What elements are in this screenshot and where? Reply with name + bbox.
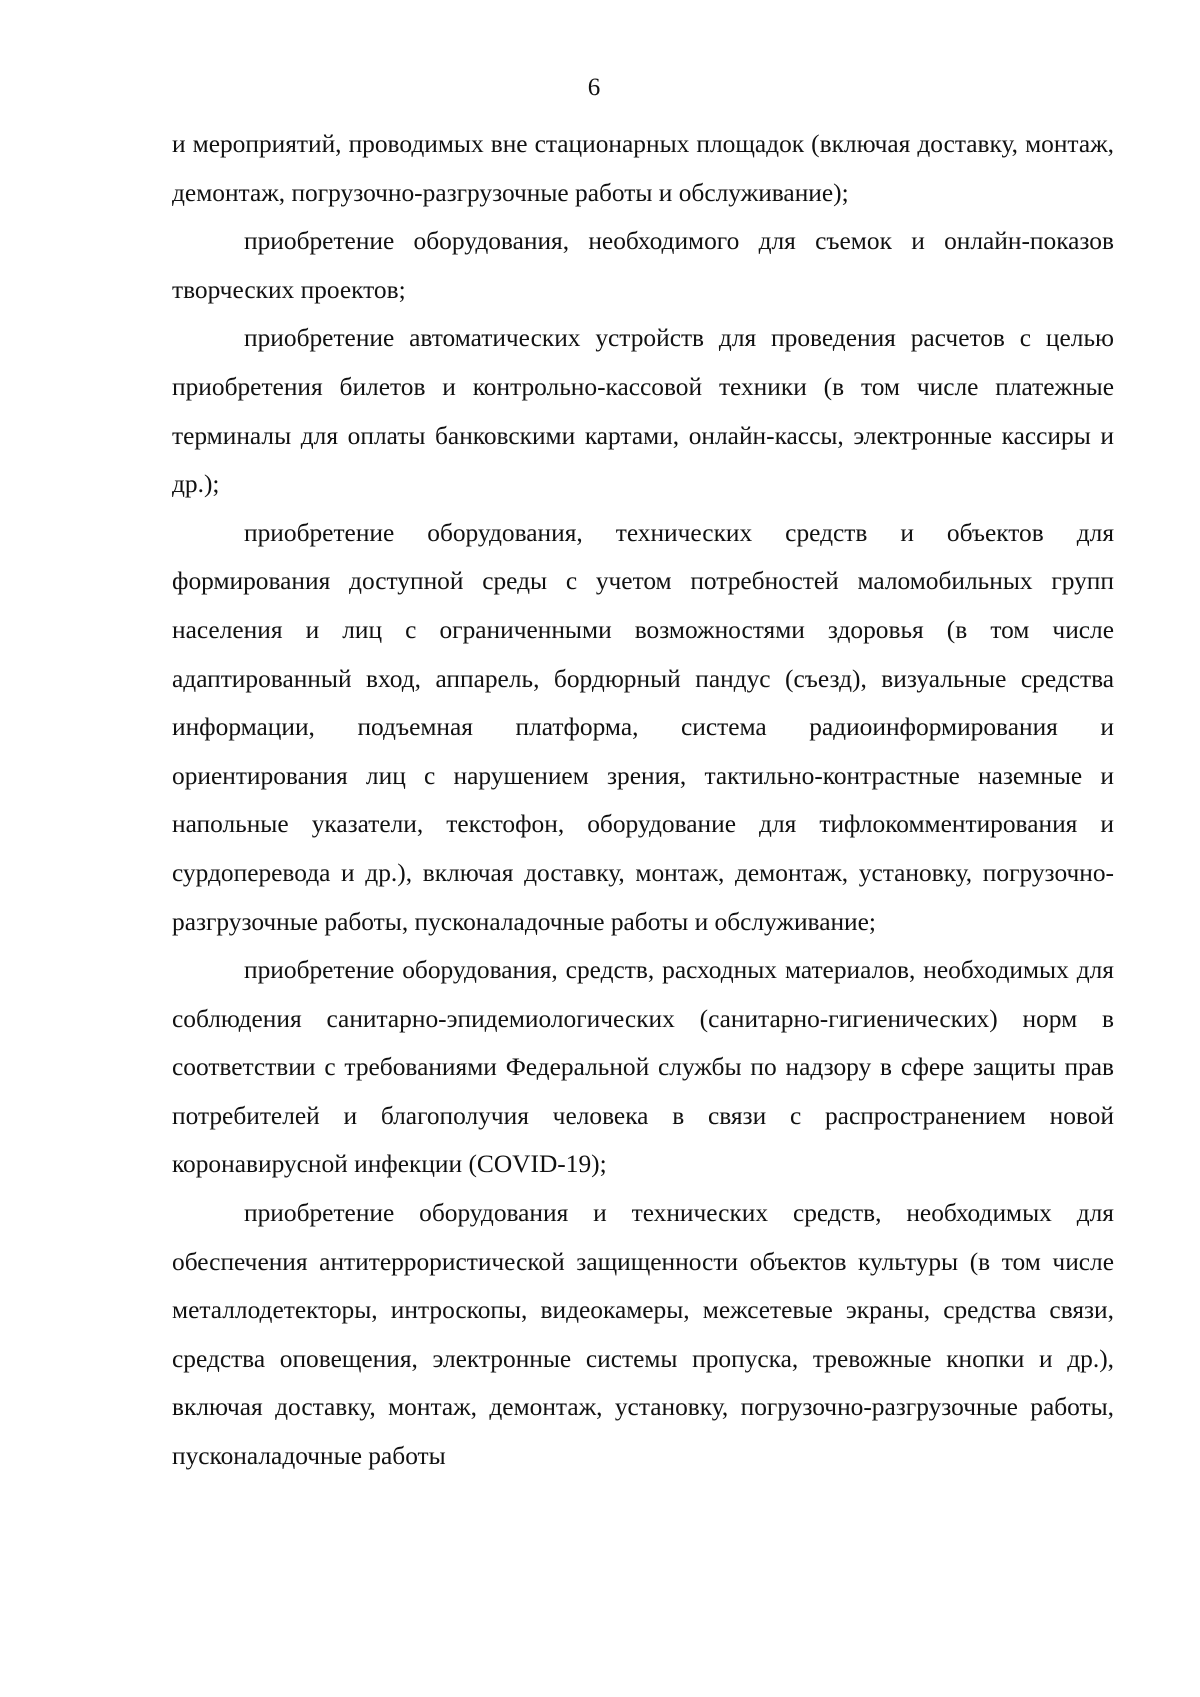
document-body: [172, 120, 1114, 1481]
paragraph: приобретение оборудования и технических средств, необходимых для обеспечения антитеррористической защищенности объектов культуры (в том числе металлодетекторы, интроскопы, видеокамеры, межсетевые экраны, средства связи, средства оповещения, электронные системы пропуска, тревожные кнопки и др.), включая доставку, монтаж, демонтаж, установку, погрузочно-разгрузочные работы, пусконаладочные работы: [172, 1199, 1114, 1471]
paragraph: и мероприятий, проводимых вне стационарных площадок (включая доставку, монтаж, демонтаж, погрузочно-разгрузочные работы и обслуживание);: [172, 130, 1114, 207]
paragraph: приобретение оборудования, средств, расходных материалов, необходимых для соблюдения санитарно-эпидемиологических (санитарно-гигиенических) норм в соответствии с требованиями Федеральной службы по надзору в сфере защиты прав потребителей и благополучия человека в связи с распространением новой коронавирусной инфекции (COVID-19);: [172, 956, 1114, 1179]
paragraph: приобретение оборудования, необходимого для съемок и онлайн-показов творческих проектов;: [172, 227, 1114, 304]
paragraph: приобретение оборудования, технических средств и объектов для формирования доступной среды с учетом потребностей маломобильных групп населения и лиц с ограниченными возможностями здоровья (в том числе адаптированный вход, аппарель, бордюрный пандус (съезд), визуальные средства информации, подъемная платформа, система радиоинформирования и ориентирования лиц с нарушением зрения, тактильно-контрастные наземные и напольные указатели, текстофон, оборудование для тифлокомментирования и сурдоперевода и др.), включая доставку, монтаж, демонтаж, установку, погрузочно-разгрузочные работы, пусконаладочные работы и обслуживание;: [172, 518, 1114, 936]
paragraph: приобретение автоматических устройств для проведения расчетов с целью приобретения билетов и контрольно-кассовой техники (в том числе платежные терминалы для оплаты банковскими картами, онлайн-кассы, электронные кассиры и др.);: [172, 324, 1114, 499]
page-number: 6: [587, 74, 601, 101]
